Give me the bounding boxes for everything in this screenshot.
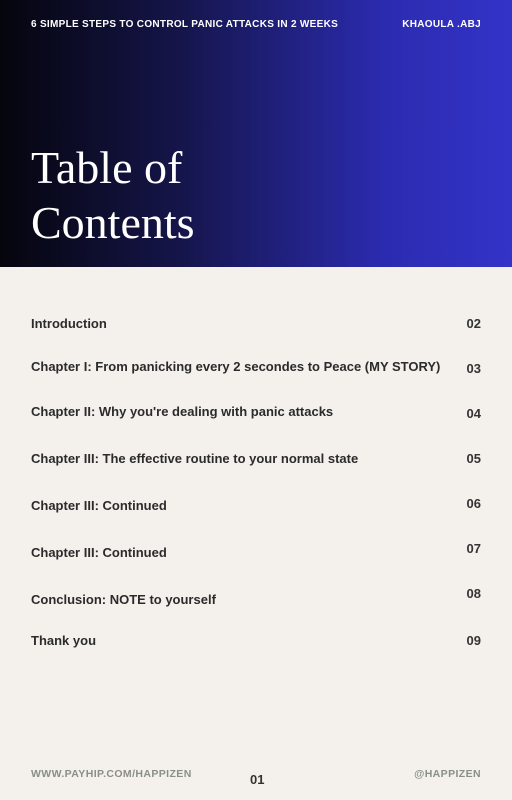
header-banner (0, 0, 512, 267)
page-title-line1: Table of (31, 142, 183, 193)
toc-entry-page: 09 (466, 633, 481, 648)
toc-entry-label: Chapter III: The effective routine to your normal state (31, 451, 359, 466)
toc-entry-page: 02 (466, 316, 481, 331)
footer-website-link[interactable]: WWW.PAYHIP.COM/HAPPIZEN (31, 768, 192, 780)
toc-entry-conclusion[interactable] (31, 586, 481, 612)
toc-entry-label: Introduction (31, 316, 107, 331)
page-title (31, 140, 331, 250)
toc-entry-chapter-2[interactable] (31, 404, 481, 424)
toc-entry-chapter-1[interactable] (31, 359, 481, 379)
page-title-line2: Contents (31, 197, 195, 248)
toc-entry-label: Thank you (31, 633, 97, 648)
toc-entry-label: Conclusion: NOTE to yourself (31, 592, 216, 607)
toc-entry-label: Chapter III: Continued (31, 498, 167, 513)
toc-entry-chapter-3-continued-b[interactable] (31, 541, 481, 565)
toc-entry-thank-you[interactable] (31, 633, 481, 653)
toc-entry-label: Chapter II: Why you're dealing with panic attacks (31, 404, 334, 419)
toc-entry-label: Chapter III: Continued (31, 545, 167, 560)
page-number: 01 (250, 772, 265, 787)
toc-entry-chapter-3-continued-a[interactable] (31, 498, 481, 518)
author-name: KHAOULA .ABJ (402, 19, 481, 30)
book-title: 6 SIMPLE STEPS TO CONTROL PANIC ATTACKS IN 2 WEEKS (31, 19, 339, 30)
toc-entry-label: Chapter I: From panicking every 2 secondes to Peace (MY STORY) (31, 359, 441, 374)
toc-entry-page: 03 (466, 361, 481, 376)
toc-entry-page: 06 (466, 496, 481, 511)
footer-social-handle[interactable]: @HAPPIZEN (414, 768, 481, 780)
toc-entry-introduction[interactable] (31, 316, 481, 336)
toc-entry-page: 08 (466, 586, 481, 601)
toc-entry-page: 07 (466, 541, 481, 556)
toc-entry-page: 05 (466, 451, 481, 466)
toc-entry-page: 04 (466, 406, 481, 421)
toc-entry-chapter-3[interactable] (31, 451, 481, 471)
